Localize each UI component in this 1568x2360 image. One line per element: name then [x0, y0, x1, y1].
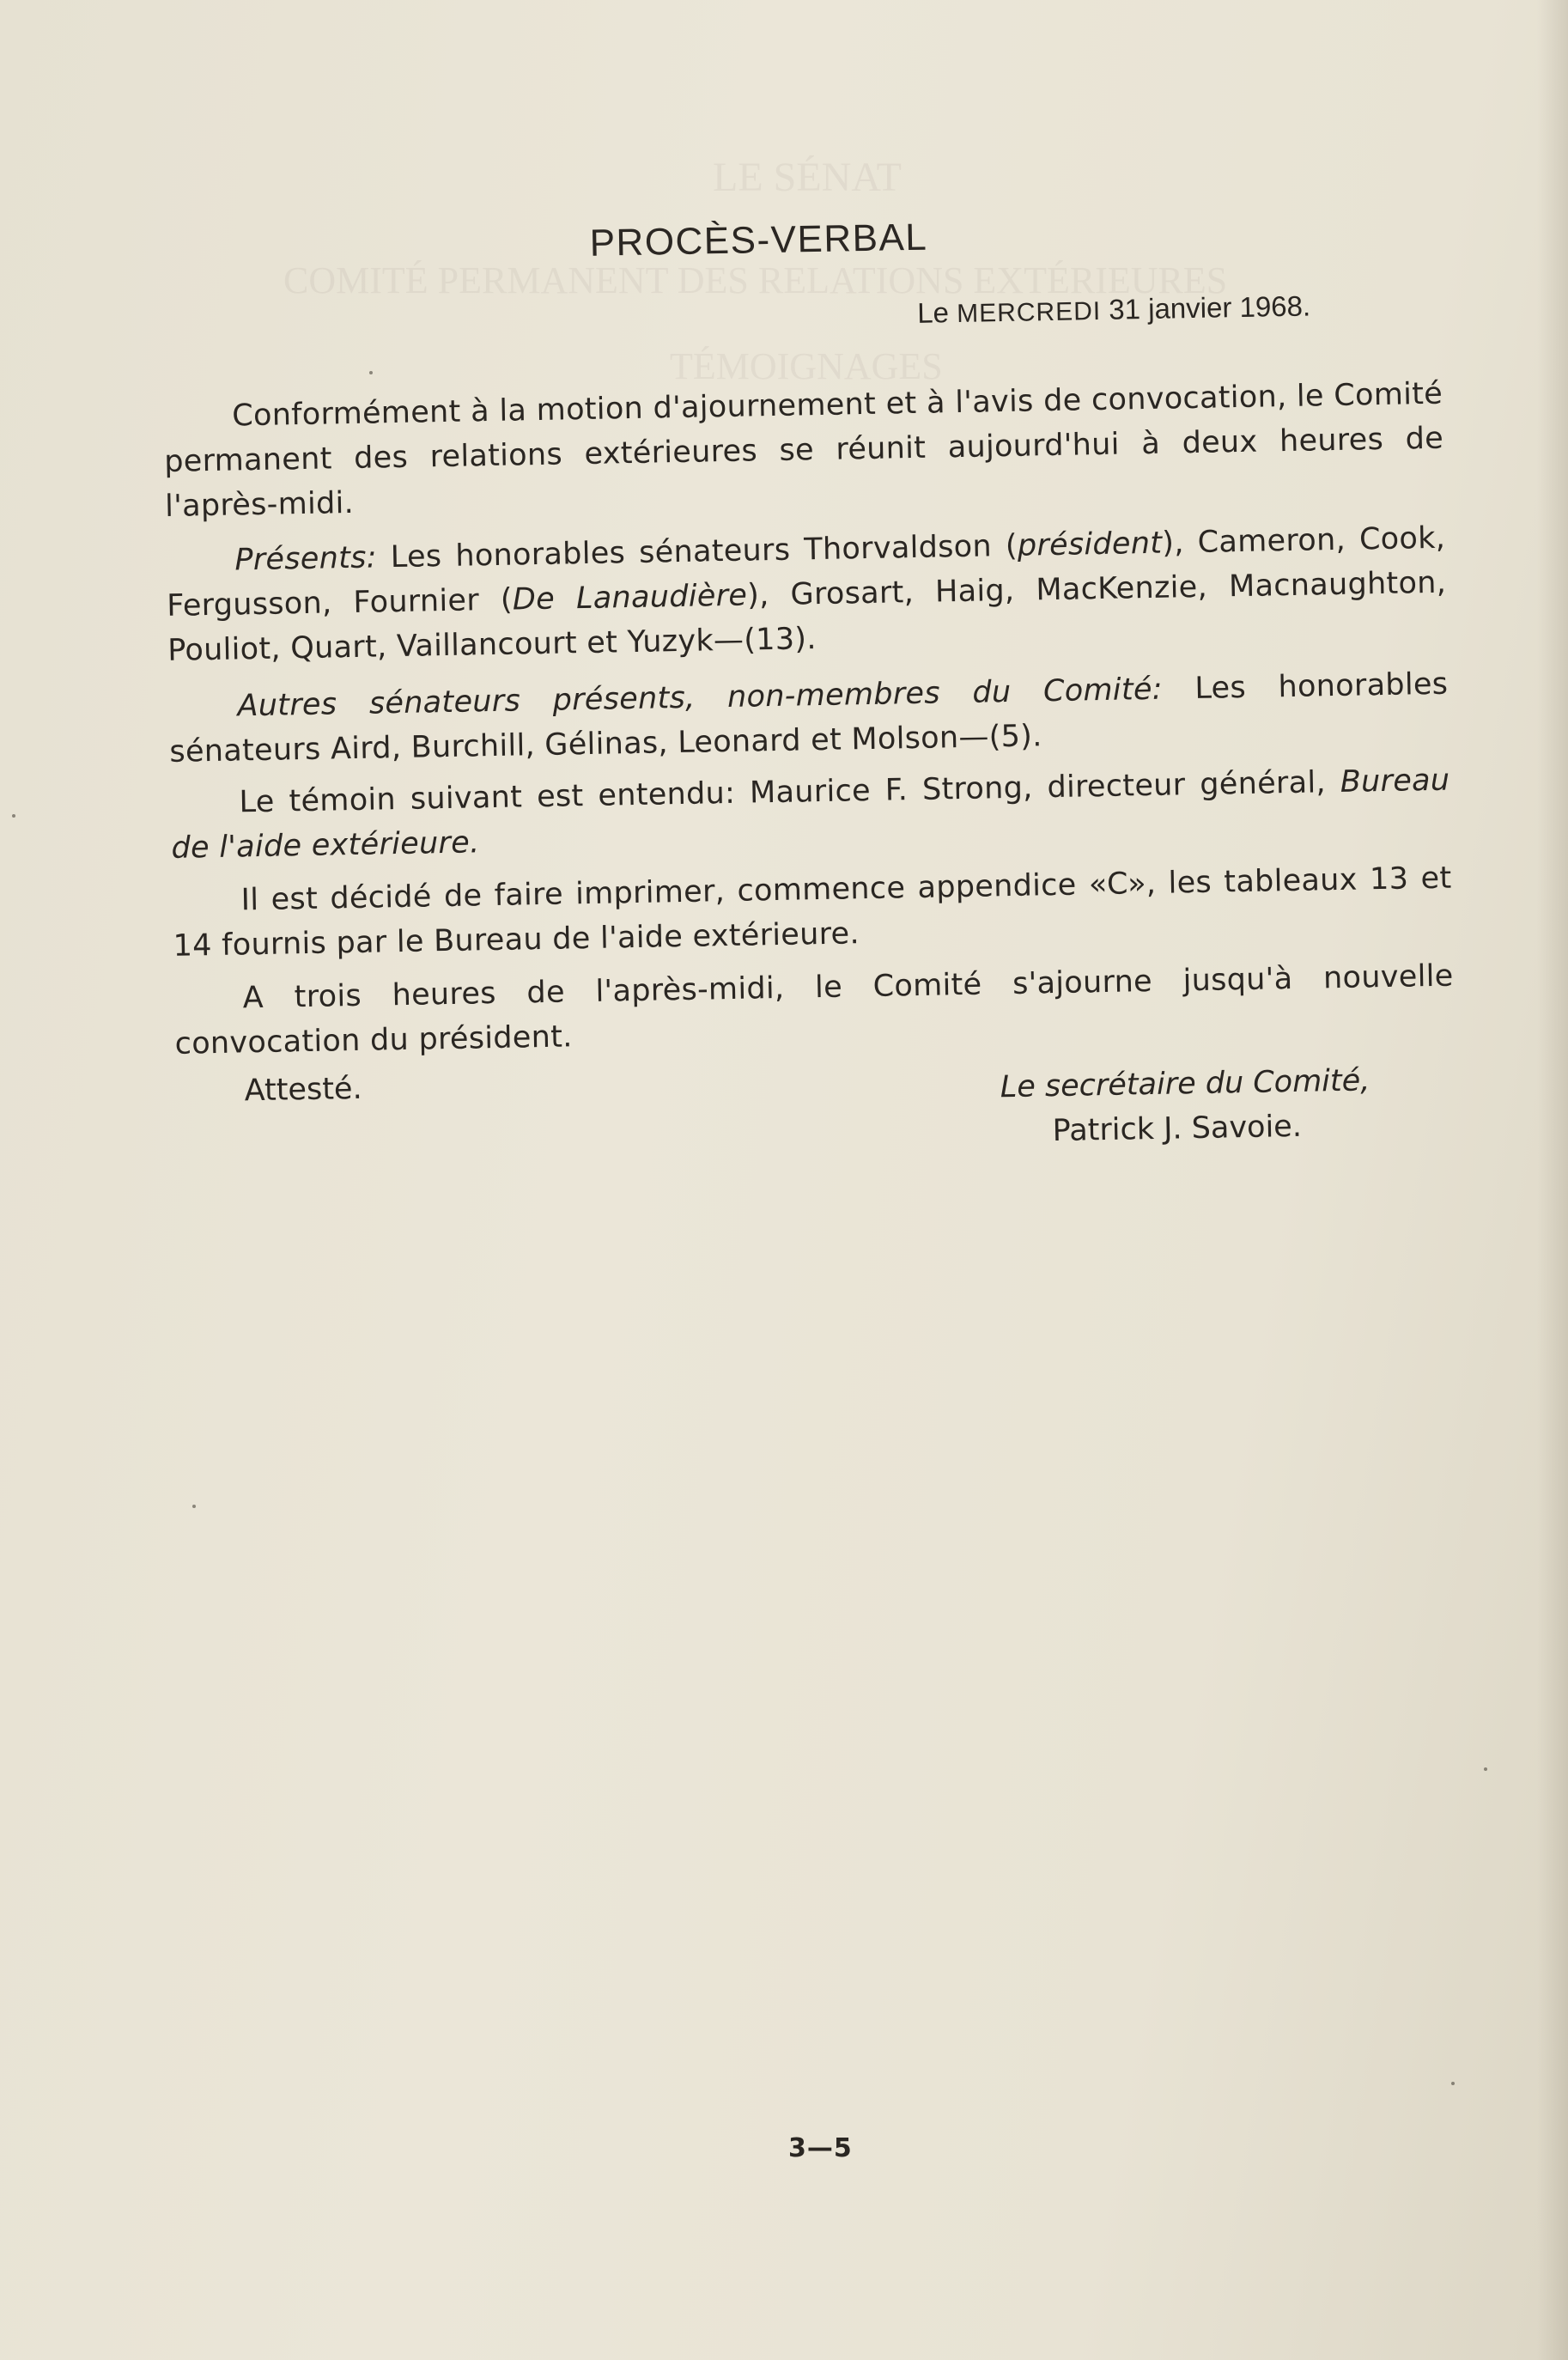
members-present-label: Présents:	[234, 540, 378, 578]
paragraph-convocation	[163, 372, 1445, 529]
meeting-date	[917, 289, 1311, 329]
attested-label: Attesté.	[244, 1071, 362, 1109]
paper-speck	[12, 814, 15, 818]
paragraph-printing-decision	[172, 856, 1453, 969]
signature-block	[1000, 1058, 1370, 1154]
page-edge-shadow	[1537, 0, 1568, 2360]
paragraph-convocation-text: Conformément à la motion d'ajournement et à l'avis de convocation, le Comité permanent des relations extérieures se réunit aujourd'hui à deux heures de l'après-midi.	[163, 376, 1444, 524]
other-senators-label: Autres sénateurs présents, non-membres du Comité:	[237, 672, 1164, 724]
adjournment-text: A trois heures de l'après-midi, le Comité s'ajourne jusqu'à nouvelle convocation du président.	[174, 958, 1454, 1061]
page-number: 3—5	[788, 2133, 853, 2163]
paper-speck	[192, 1505, 196, 1508]
members-present-text-a: Les honorables sénateurs Thorvaldson (	[376, 528, 1018, 575]
members-present-text-b: ), Cameron, Cook, Fergusson, Fournier (	[166, 520, 1446, 623]
lanaudiere-label: De Lanaudière	[512, 578, 748, 617]
members-present-text-c: ), Grosart, Haig, MacKenzie, Macnaughton, Pouliot, Quart, Vaillancourt et Yuzyk—(13).	[167, 565, 1447, 668]
date-rest: 31 janvier 1968.	[1108, 289, 1311, 325]
signature-title: Le secrétaire du Comité,	[1000, 1063, 1370, 1105]
witness-text: Le témoin suivant est entendu: Maurice F. Strong, directeur général,	[239, 764, 1341, 820]
paragraph-other-senators	[168, 662, 1449, 775]
witness-bureau: Bureau de l'aide extérieure.	[171, 763, 1450, 866]
show-through-text: COMITÉ PERMANENT DES RELATIONS EXTÉRIEURES	[283, 259, 1228, 301]
paper-speck	[1451, 2082, 1455, 2085]
signature-name: Patrick J. Savoie.	[1052, 1109, 1303, 1149]
show-through-text: TÉMOIGNAGES	[670, 345, 943, 387]
paragraph-adjournment	[173, 954, 1455, 1067]
page-title: PROCÈS-VERBAL	[589, 216, 928, 265]
show-through-text: LE SÉNAT	[713, 155, 902, 200]
paragraph-witness	[170, 758, 1451, 871]
date-weekday: MERCREDI	[956, 296, 1102, 329]
president-label: président	[1017, 526, 1163, 563]
printing-decision-text: Il est décidé de faire imprimer, commence appendice «C», les tableaux 13 et 14 fournis par le Bureau de l'aide extérieure.	[173, 861, 1452, 964]
other-senators-text: Les honorables sénateurs Aird, Burchill, Gélinas, Leonard et Molson—(5).	[169, 666, 1449, 769]
date-prefix: Le	[916, 296, 950, 329]
paper-speck	[1484, 1767, 1487, 1771]
paragraph-members-present	[166, 516, 1448, 673]
paper-speck	[369, 371, 373, 374]
